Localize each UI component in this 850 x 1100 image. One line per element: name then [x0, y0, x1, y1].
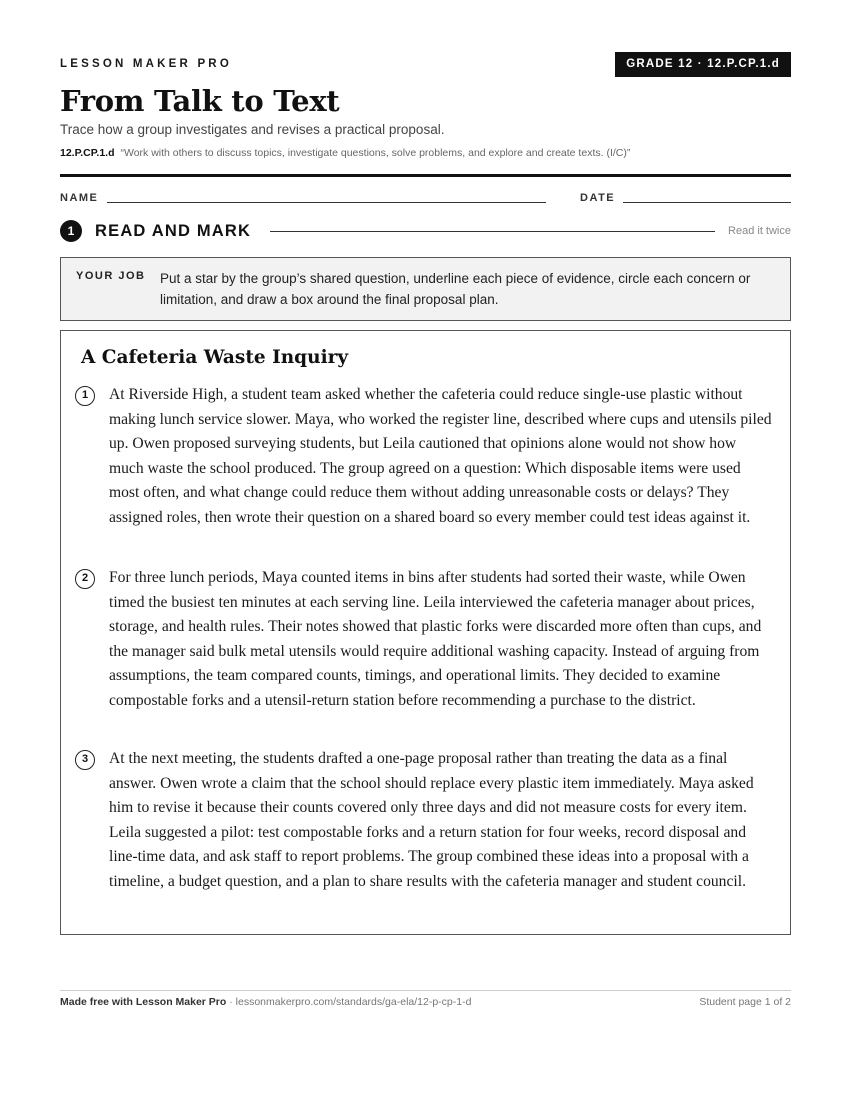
job-instructions: Put a star by the group’s shared question, underline each piece of evidence, circle each concern or limitation, and draw a box around the final proposal plan.	[160, 271, 751, 307]
paragraph-number: 2	[75, 569, 95, 589]
brand-name: LESSON MAKER PRO	[60, 58, 232, 70]
section-header	[60, 220, 791, 244]
footer-credit	[60, 996, 471, 1008]
paragraph-number: 1	[75, 386, 95, 406]
page-title: From Talk to Text	[60, 84, 340, 118]
paragraph-text: For three lunch periods, Maya counted items in bins after students had sorted their waste, while Owen timed the busiest ten minutes at each serving line. Leila interviewed the cafeteria manager about prices, storage, and health rules. Their notes showed that plastic forks were discarded more often than cups, and the manager said bulk metal utensils would require additional washing capacity. Instead of arguing from assumptions, the team compared counts, timings, and operational limits. They decided to examine compostable forks and a utensil-return station before recommending a purchase to the district.	[109, 569, 762, 709]
header-divider	[60, 174, 791, 177]
page-indicator: Student page 1 of 2	[699, 996, 791, 1008]
grade-badge: GRADE 12 · 12.P.CP.1.d	[615, 52, 791, 77]
footer-divider	[60, 990, 791, 991]
reading-passage	[60, 330, 791, 935]
job-label: YOUR JOB	[76, 270, 146, 282]
name-label: NAME	[60, 192, 99, 204]
section-title: READ AND MARK	[95, 222, 252, 240]
name-field[interactable]	[107, 202, 546, 203]
job-box	[60, 257, 791, 321]
date-field[interactable]	[623, 202, 791, 203]
standard-line	[60, 147, 791, 159]
date-label: DATE	[580, 192, 616, 204]
paragraph-text: At Riverside High, a student team asked whether the cafeteria could reduce single-use plastic without making lunch service slower. Maya, who worked the register line, described where cups and utensils piled up. Owen proposed surveying students, but Leila cautioned that opinions alone would not show how much waste the school produced. The group agreed on a question: Which disposable items were used most often, and what change could reduce them without adding unreasonable costs or delays? They assigned roles, then wrote their question on a shared board so every member could test ideas against it.	[109, 386, 772, 526]
section-note: Read it twice	[728, 225, 791, 237]
top-bar	[60, 52, 791, 78]
student-fields	[60, 190, 791, 206]
passage-title: A Cafeteria Waste Inquiry	[81, 347, 349, 368]
footer-url[interactable]: · lessonmakerpro.com/standards/ga-ela/12-p-cp-1-d	[229, 996, 472, 1008]
standard-code: 12.P.CP.1.d	[60, 147, 115, 159]
standard-text: “Work with others to discuss topics, investigate questions, solve problems, and explore and create texts. (I/C)”	[120, 147, 631, 159]
worksheet-page	[60, 0, 791, 1100]
paragraph-number: 3	[75, 750, 95, 770]
paragraph-text: At the next meeting, the students drafted a one-page proposal rather than treating the data as a final answer. Owen wrote a claim that the school should replace every plastic item immediately. Maya asked him to revise it because their counts covered only three days and did not measure costs for every item. Leila suggested a pilot: test compostable forks and a return station for four weeks, record disposal and line-time data, and ask staff to report problems. The group combined these ideas into a proposal with a timeline, a budget question, and a plan to share results with the cafeteria manager and student council.	[109, 750, 754, 890]
section-number-badge: 1	[60, 220, 82, 242]
section-rule	[270, 231, 715, 232]
page-subtitle: Trace how a group investigates and revises a practical proposal.	[60, 122, 445, 137]
footer-brand: Made free with Lesson Maker Pro	[60, 996, 227, 1008]
